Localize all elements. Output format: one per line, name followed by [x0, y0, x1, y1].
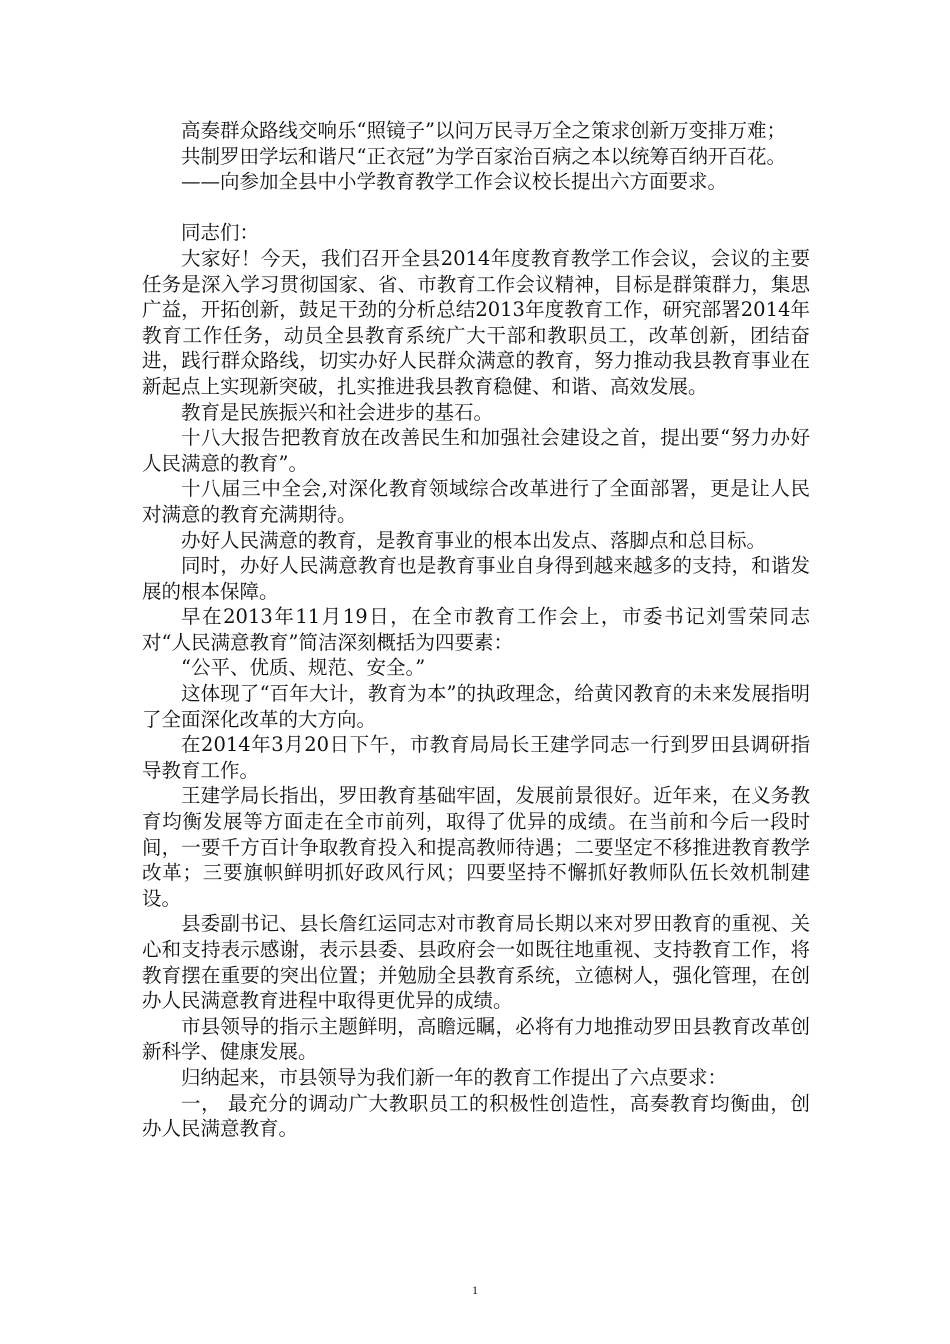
list-item-1: 一， 最充分的调动广大教职员工的积极性创造性，高奏教育均衡曲，创办人民满意教育。 — [142, 1091, 810, 1141]
paragraph: 早在2013年11月19日，在全市教育工作会上，市委书记刘雪荣同志对“人民满意教育”简洁深刻概括为四要素： — [142, 605, 810, 654]
paragraph: 同时，办好人民满意教育也是教育事业自身得到越来越多的支持，和谐发展的根本保障。 — [142, 554, 810, 603]
paragraph: 办好人民满意的教育，是教育事业的根本出发点、落脚点和总目标。 — [181, 528, 767, 552]
paragraph: 王建学局长指出，罗田教育基础牢固，发展前景很好。近年来，在义务教育均衡发展等方面走在全市前列，取得了优异的成绩。在当前和今后一段时间，一要千方百计争取教育投入和提高教师待遇；二要坚定不移推进教育教学改革；三要旗帜鲜明抓好政风行风；四要坚持不懈抓好教师队伍长效机制建设。 — [142, 784, 810, 910]
paragraph: 大家好！今天，我们召开全县2014年度教育教学工作会议，会议的主要任务是深入学习贯彻国家、省、市教育工作会议精神，目标是群策群力，集思广益，开拓创新，鼓足干劲的分析总结2013年度教育工作，研究部署2014年教育工作任务，动员全县教育系统广大干部和教职员工，改革创新，团结奋进，践行群众路线，切实办好人民群众满意的教育，努力推动我县教育事业在新起点上实现新突破，扎实推进我县教育稳健、和谐、高效发展。 — [142, 246, 810, 398]
heading-line-1: 高奏群众路线交响乐“照镜子”以问万民寻万全之策求创新万变排万难； — [181, 119, 786, 142]
paragraph: 十八届三中全会,对深化教育领域综合改革进行了全面部署，更是让人民对满意的教育充满期待。 — [142, 477, 810, 526]
paragraph: 十八大报告把教育放在改善民生和加强社会建设之首，提出要“努力办好人民满意的教育”。 — [142, 426, 810, 475]
page-number: 1 — [472, 1283, 478, 1297]
paragraph: 在2014年3月20日下午，市教育局局长王建学同志一行到罗田县调研指导教育工作。 — [142, 733, 810, 782]
paragraph: 市县领导的指示主题鲜明，高瞻远瞩，必将有力地推动罗田县教育改革创新科学、健康发展。 — [142, 1014, 810, 1064]
subtitle: ——向参加全县中小学教育教学工作会议校长提出六方面要求。 — [181, 170, 728, 194]
paragraph: 这体现了“百年大计，教育为本”的执政理念，给黄冈教育的未来发展指明了全面深化改革的大方向。 — [142, 682, 810, 731]
paragraph: 县委副书记、县长詹红运同志对市教育局长期以来对罗田教育的重视、关心和支持表示感谢，表示县委、县政府会一如既往地重视、支持教育工作，将教育摆在重要的突出位置；并勉励全县教育系统，立德树人，强化管理，在创办人民满意教育进程中取得更优异的成绩。 — [142, 912, 810, 1013]
blank-line — [142, 195, 810, 221]
quote-line: “公平、优质、规范、安全。” — [181, 656, 426, 680]
document-body — [142, 118, 810, 1142]
heading-line-2: 共制罗田学坛和谐尺“正衣冠”为学百家治百病之本以统筹百纳开百花。 — [181, 144, 786, 168]
salutation: 同志们： — [181, 221, 260, 245]
paragraph: 归纳起来，市县领导为我们新一年的教育工作提出了六点要求： — [181, 1065, 728, 1089]
paragraph: 教育是民族振兴和社会进步的基石。 — [181, 400, 494, 424]
